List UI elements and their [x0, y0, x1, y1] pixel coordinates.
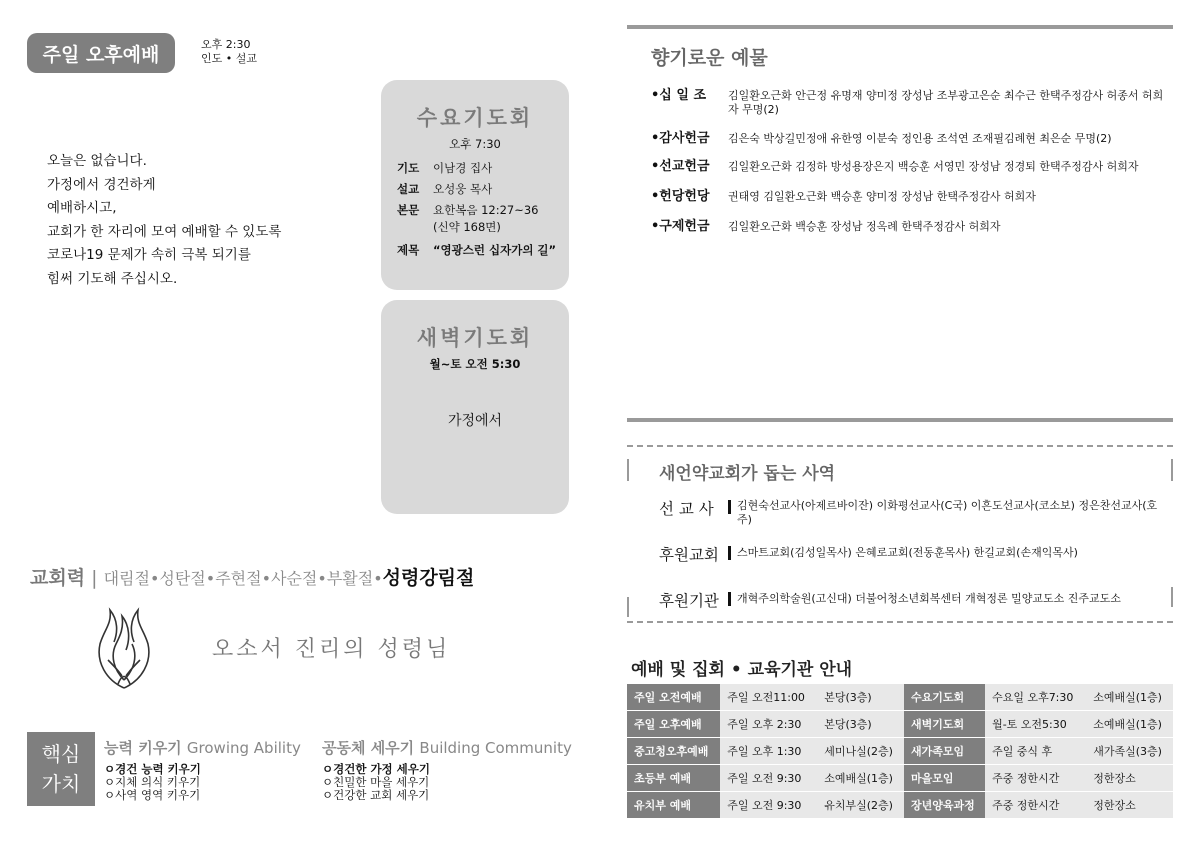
calendar-season: 주현절: [215, 569, 262, 588]
schedule-title: 예배 및 집회 • 교육기관 안내: [631, 660, 853, 680]
table-cell: 중고청오후예배: [627, 738, 720, 765]
offerings-list: [651, 89, 1171, 234]
table-cell: 주일 중식 후: [985, 738, 1086, 765]
table-row: [627, 792, 1173, 819]
dawn-prayer-title: 새벽기도회: [416, 326, 534, 350]
table-row: [627, 684, 1173, 711]
table-cell: 마을모임: [904, 765, 985, 792]
offering-row: •선교헌금 김일환오근화 김정하 방성용장은지 백승훈 서영민 장성남 정경퇴 한택주정감사 허희자: [651, 159, 1139, 174]
notice-line: 교회가 한 자리에 모여 예배할 수 있도록: [47, 223, 282, 240]
wed-row-prayer: 기도 이남경 집사: [397, 161, 493, 175]
church-calendar-label: 교회력: [30, 567, 86, 589]
wed-row-text-ref: (신약 168면): [433, 220, 501, 234]
table-cell: 초등부 예배: [627, 765, 720, 792]
calendar-season: 사순절: [271, 569, 318, 588]
dawn-prayer-time: 월~토 오전 5:30: [429, 357, 521, 371]
wed-prayer-time: 오후 7:30: [449, 137, 501, 151]
calendar-theme: 오소서 진리의 성령님: [212, 637, 451, 662]
table-row: [627, 738, 1173, 765]
flame-dove-icon: [88, 600, 160, 696]
schedule-table: [627, 684, 1173, 819]
table-cell: 유치부실(2층): [817, 792, 904, 819]
core-values-col2: [322, 737, 572, 802]
table-cell: 월-토 오전5:30: [985, 711, 1086, 738]
core-values-col1: [104, 737, 301, 802]
core-col2-item: ㅇ건강한 교회 세우기: [322, 788, 430, 802]
sunday-pm-time: 오후 2:30: [201, 38, 251, 51]
offerings-title: 향기로운 예물: [651, 47, 768, 69]
table-cell: 주중 정한시간: [985, 792, 1086, 819]
offering-row: •구제헌금 김일환오근화 백승훈 장성남 정옥례 한택주정감사 허희자: [651, 219, 1001, 234]
table-cell: 소예배실(1층): [1086, 684, 1173, 711]
table-row: [627, 711, 1173, 738]
mission-row: 후원기관 개혁주의학술원(고신대) 더불어청소년회복센터 개혁정론 밀양교도소 진주교도소: [659, 589, 1159, 611]
core-col1-item: ㅇ경건 능력 키우기: [104, 762, 201, 776]
table-cell: 주일 오전 9:30: [720, 765, 817, 792]
offering-row: •헌당헌당 권태영 김일환오근화 백승훈 양미정 장성남 한택주정감사 허희자: [651, 189, 1036, 204]
mission-row: 후원교회 스마트교회(김성일목사) 은혜로교회(전동훈목사) 한길교회(손재익목사): [659, 543, 1159, 565]
wed-prayer-box: [381, 80, 569, 290]
table-cell: 장년양육과정: [904, 792, 985, 819]
sunday-pm-info: [201, 38, 257, 66]
table-cell: 소예배실(1층): [1086, 711, 1173, 738]
table-cell: 주일 오후 1:30: [720, 738, 817, 765]
table-cell: 새가족모임: [904, 738, 985, 765]
table-cell: 본당(3층): [817, 684, 904, 711]
top-divider: [627, 25, 1173, 29]
table-cell: 세미나실(2층): [817, 738, 904, 765]
table-cell: 주일 오전11:00: [720, 684, 817, 711]
table-cell: 주중 정한시간: [985, 765, 1086, 792]
notice-line: 가정에서 경건하게: [47, 176, 156, 193]
table-cell: 수요일 오후7:30: [985, 684, 1086, 711]
sunday-pm-lead: 인도 • 설교: [201, 52, 257, 65]
offering-row: •감사헌금 김은숙 박상길민정애 유한영 이분숙 정인용 조석연 조재필김례현 최은순 무명(2): [651, 131, 1112, 146]
wed-row-sermon: 설교 오성웅 목사: [397, 182, 493, 196]
mission-row: 선 교 사 김현숙선교사(아제르바이잔) 이화평선교사(C국) 이흔도선교사(코소보) 정은찬선교사(호주): [659, 499, 1158, 526]
dawn-prayer-box: [381, 300, 569, 514]
notice-text: [47, 150, 281, 291]
notice-line: 힘써 기도해 주십시오.: [47, 270, 178, 287]
sunday-pm-label: 주일 오후예배: [27, 33, 175, 73]
wed-row-text: 본문 요한복음 12:27~36: [397, 203, 539, 217]
table-cell: 유치부 예배: [627, 792, 720, 819]
table-row: [627, 765, 1173, 792]
table-cell: 본당(3층): [817, 711, 904, 738]
notice-line: 오늘은 없습니다.: [47, 153, 147, 169]
calendar-season: 부활절: [326, 569, 374, 588]
calendar-season: 대림절: [103, 569, 150, 588]
table-cell: 수요기도회: [904, 684, 985, 711]
church-calendar: 교회력 | 대림절•성탄절•주현절•사순절•부활절•성령강림절: [30, 567, 475, 589]
middle-divider: [627, 418, 1173, 422]
notice-line: 예배하시고,: [47, 200, 117, 216]
core-label-line: 핵심: [41, 742, 81, 766]
core-col1-heading: 능력 키우기 Growing Ability: [104, 739, 301, 757]
calendar-season: 성탄절: [159, 569, 206, 588]
wed-prayer-title: 수요기도회: [416, 106, 534, 130]
core-col2-item: ㅇ친밀한 마을 세우기: [322, 775, 430, 789]
notice-line: 코로나19 문제가 속히 극복 되기를: [47, 247, 251, 263]
core-col1-item: ㅇ사역 영역 키우기: [104, 788, 201, 802]
table-cell: 새가족실(3층): [1086, 738, 1173, 765]
table-cell: 새벽기도회: [904, 711, 985, 738]
core-col2-item: ㅇ경건한 가정 세우기: [322, 762, 430, 776]
table-cell: 주일 오전 9:30: [720, 792, 817, 819]
missions-box: [627, 445, 1173, 623]
table-cell: 주일 오후 2:30: [720, 711, 817, 738]
table-cell: 주일 오전예배: [627, 684, 720, 711]
dawn-prayer-place: 가정에서: [447, 413, 503, 429]
offering-row: •십 일 조 김일환오근화 안근정 유명재 양미정 장성남 조부광고은순 최수근 한택주정감사 허종서 허희자 무명(2): [651, 88, 1164, 116]
core-values-label: [27, 732, 95, 806]
table-cell: 정한장소: [1086, 792, 1173, 819]
table-cell: 주일 오후예배: [627, 711, 720, 738]
core-col2-heading: 공동체 세우기 Building Community: [322, 739, 572, 757]
missions-title: 새언약교회가 돕는 사역: [659, 464, 836, 484]
table-cell: 소예배실(1층): [817, 765, 904, 792]
core-col1-item: ㅇ지체 의식 키우기: [104, 775, 201, 789]
calendar-current-season: 성령강림절: [382, 567, 475, 589]
calendar-separator: |: [91, 567, 98, 589]
wed-row-title: 제목 “영광스런 십자가의 길”: [397, 243, 557, 257]
table-cell: 정한장소: [1086, 765, 1173, 792]
core-label-line: 가치: [41, 772, 81, 796]
